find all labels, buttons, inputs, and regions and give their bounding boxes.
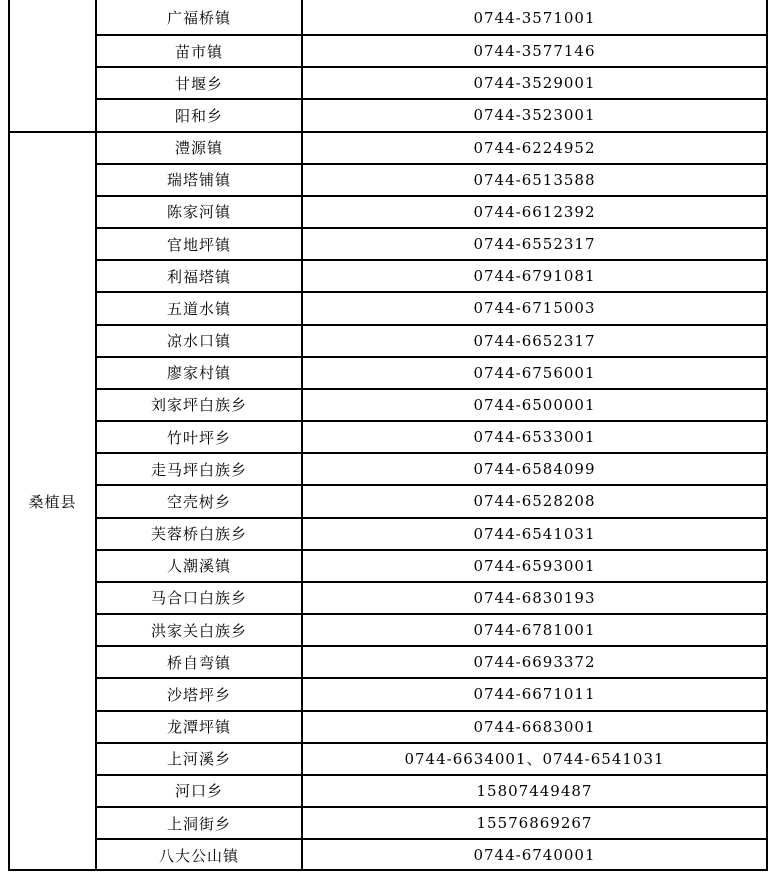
town-name-cell: 空壳树乡 <box>166 492 231 511</box>
town-name-cell: 利福塔镇 <box>166 267 231 286</box>
town-name-cell: 五道水镇 <box>166 299 231 318</box>
phone-number-cell: 15807449487 <box>476 781 593 800</box>
town-name-cell: 刘家坪白族乡 <box>150 396 247 415</box>
town-name-cell: 阳和乡 <box>174 106 223 125</box>
town-name-cell: 上河溪乡 <box>166 750 231 769</box>
town-name-cell: 凉水口镇 <box>166 332 231 351</box>
town-name-cell: 瑞塔铺镇 <box>166 171 231 190</box>
town-name-cell: 上洞街乡 <box>166 814 231 833</box>
phone-number-cell: 0744-6740001 <box>473 846 596 865</box>
phone-number-cell: 0744-6593001 <box>473 556 596 575</box>
town-name-cell: 沙塔坪乡 <box>166 685 231 704</box>
town-name-cell: 廖家村镇 <box>166 364 231 383</box>
phone-number-cell: 0744-6224952 <box>473 138 596 157</box>
phone-number-cell: 0744-6652317 <box>473 331 596 350</box>
phone-number-cell: 0744-6671011 <box>473 685 596 704</box>
town-name-cell: 苗市镇 <box>174 42 223 61</box>
phone-number-cell: 0744-6781001 <box>473 621 596 640</box>
town-name-cell: 八大公山镇 <box>158 846 239 865</box>
phone-number-cell: 0744-6513588 <box>473 170 596 189</box>
town-name-cell: 龙潭坪镇 <box>166 718 231 737</box>
town-name-cell: 河口乡 <box>174 782 223 801</box>
county-name-cell: 桑植县 <box>28 492 77 511</box>
phone-number-cell: 0744-6612392 <box>473 202 596 221</box>
town-name-cell: 芙蓉桥白族乡 <box>150 525 247 544</box>
town-name-cell: 洪家关白族乡 <box>150 621 247 640</box>
phone-number-cell: 0744-6584099 <box>473 460 596 479</box>
town-name-cell: 竹叶坪乡 <box>166 428 231 447</box>
town-name-cell: 澧源镇 <box>174 139 223 158</box>
phone-number-cell: 0744-6541031 <box>473 524 596 543</box>
phone-number-cell: 0744-6500001 <box>473 395 596 414</box>
town-name-cell: 马合口白族乡 <box>150 589 247 608</box>
town-name-cell: 广福桥镇 <box>166 9 231 27</box>
town-name-cell: 桥自弯镇 <box>166 653 231 672</box>
town-name-cell: 陈家河镇 <box>166 203 231 222</box>
phone-number-cell: 15576869267 <box>476 814 593 833</box>
phone-number-cell: 0744-6830193 <box>473 588 596 607</box>
phone-number-cell: 0744-3571001 <box>473 8 596 27</box>
phone-number-cell: 0744-6683001 <box>473 717 596 736</box>
phone-number-cell: 0744-6791081 <box>473 267 596 286</box>
phone-number-cell: 0744-6533001 <box>473 428 596 447</box>
town-name-cell: 人潮溪镇 <box>166 557 231 576</box>
phone-number-cell: 0744-6756001 <box>473 363 596 382</box>
town-name-cell: 甘堰乡 <box>174 74 223 93</box>
phone-number-cell: 0744-6715003 <box>473 299 596 318</box>
phone-number-cell: 0744-3577146 <box>473 42 596 61</box>
phone-number-cell: 0744-6552317 <box>473 235 596 254</box>
town-name-cell: 走马坪白族乡 <box>150 460 247 479</box>
phone-number-cell: 0744-6693372 <box>473 653 596 672</box>
phone-number-cell: 0744-6634001、0744-6541031 <box>404 750 665 769</box>
phone-number-cell: 0744-6528208 <box>473 492 596 511</box>
phone-number-cell: 0744-3529001 <box>473 74 596 93</box>
town-name-cell: 官地坪镇 <box>166 235 231 254</box>
phone-number-cell: 0744-3523001 <box>473 106 596 125</box>
